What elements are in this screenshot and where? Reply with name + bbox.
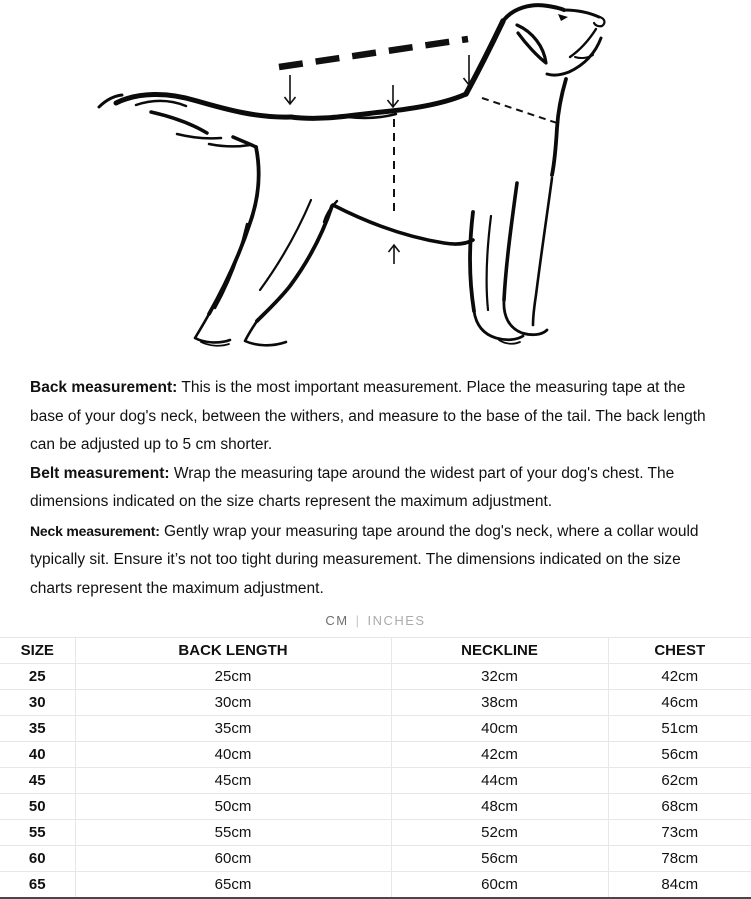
dog-eye-icon	[558, 14, 568, 21]
value-cell: 68cm	[608, 794, 751, 820]
value-cell: 62cm	[608, 768, 751, 794]
value-cell: 65cm	[75, 872, 391, 899]
unit-toggle-separator: |	[355, 613, 361, 628]
neck-measurement-label: Neck measurement:	[30, 522, 160, 539]
dog-illustration	[0, 0, 751, 370]
header-row	[0, 638, 751, 664]
size-cell: 60	[0, 846, 75, 872]
value-cell: 52cm	[391, 820, 608, 846]
belt-measurement-paragraph: Belt measurement: Wrap the measuring tape around the widest part of your dog's chest. The dimensions indicated on the size charts represent the maximum adjustment.	[30, 464, 675, 510]
size-cell: 65	[0, 872, 75, 899]
value-cell: 55cm	[75, 820, 391, 846]
value-cell: 30cm	[75, 690, 391, 716]
value-cell: 25cm	[75, 664, 391, 690]
value-cell: 84cm	[608, 872, 751, 899]
back-measurement-label: Back measurement:	[30, 379, 178, 396]
value-cell: 42cm	[391, 742, 608, 768]
up-arrow-icon	[389, 245, 400, 264]
value-cell: 44cm	[391, 768, 608, 794]
size-cell: 35	[0, 716, 75, 742]
table-row	[0, 872, 751, 899]
table-row	[0, 690, 751, 716]
size-chart-table	[0, 637, 751, 899]
size-cell: 55	[0, 820, 75, 846]
column-header-size: SIZE	[0, 638, 75, 664]
unit-inches-button[interactable]: INCHES	[367, 613, 426, 628]
table-row	[0, 716, 751, 742]
down-arrow-icon	[388, 85, 399, 107]
size-chart-header	[0, 638, 751, 664]
value-cell: 60cm	[75, 846, 391, 872]
value-cell: 45cm	[75, 768, 391, 794]
value-cell: 42cm	[608, 664, 751, 690]
dog-tail	[99, 94, 291, 146]
belt-measurement-label: Belt measurement:	[30, 464, 170, 482]
unit-cm-button[interactable]: CM	[325, 613, 349, 628]
down-arrow-icon	[285, 75, 296, 104]
value-cell: 32cm	[391, 664, 608, 690]
back-length-measure-line	[279, 39, 468, 67]
size-cell: 30	[0, 690, 75, 716]
table-row	[0, 768, 751, 794]
measurement-instructions	[0, 370, 751, 603]
value-cell: 48cm	[391, 794, 608, 820]
neck-measurement-paragraph: Neck measurement: Gently wrap your measuring tape around the dog's neck, where a collar would typically sit. Ensure it’s not too tight during measurement. The dimensions indicated on the size charts represent the maximum adjustment.	[30, 522, 699, 597]
column-header-neckline: NECKLINE	[391, 638, 608, 664]
table-row	[0, 742, 751, 768]
dog-ear-icon	[517, 25, 546, 63]
table-row	[0, 664, 751, 690]
value-cell: 56cm	[391, 846, 608, 872]
dog-head	[503, 5, 604, 175]
size-cell: 25	[0, 664, 75, 690]
column-header-chest: CHEST	[608, 638, 751, 664]
dog-front-legs	[470, 178, 552, 344]
size-cell: 40	[0, 742, 75, 768]
size-cell: 50	[0, 794, 75, 820]
value-cell: 60cm	[391, 872, 608, 899]
value-cell: 73cm	[608, 820, 751, 846]
table-row	[0, 820, 751, 846]
neckline-measure-line	[482, 98, 560, 124]
value-cell: 46cm	[608, 690, 751, 716]
table-row	[0, 794, 751, 820]
back-measurement-paragraph: Back measurement: This is the most important measurement. Place the measuring tape at the base of your dog's neck, between the withers, and measure to the base of the tail. The back length can be adjusted up to 5 cm shorter.	[30, 379, 706, 453]
value-cell: 35cm	[75, 716, 391, 742]
value-cell: 56cm	[608, 742, 751, 768]
down-arrow-icon	[464, 55, 475, 85]
value-cell: 50cm	[75, 794, 391, 820]
value-cell: 38cm	[391, 690, 608, 716]
dog-rear-legs	[195, 147, 332, 346]
size-cell: 45	[0, 768, 75, 794]
size-chart-body	[0, 664, 751, 899]
table-row	[0, 846, 751, 872]
value-cell: 40cm	[391, 716, 608, 742]
unit-toggle	[0, 603, 751, 637]
value-cell: 40cm	[75, 742, 391, 768]
column-header-back-length: BACK LENGTH	[75, 638, 391, 664]
value-cell: 51cm	[608, 716, 751, 742]
value-cell: 78cm	[608, 846, 751, 872]
